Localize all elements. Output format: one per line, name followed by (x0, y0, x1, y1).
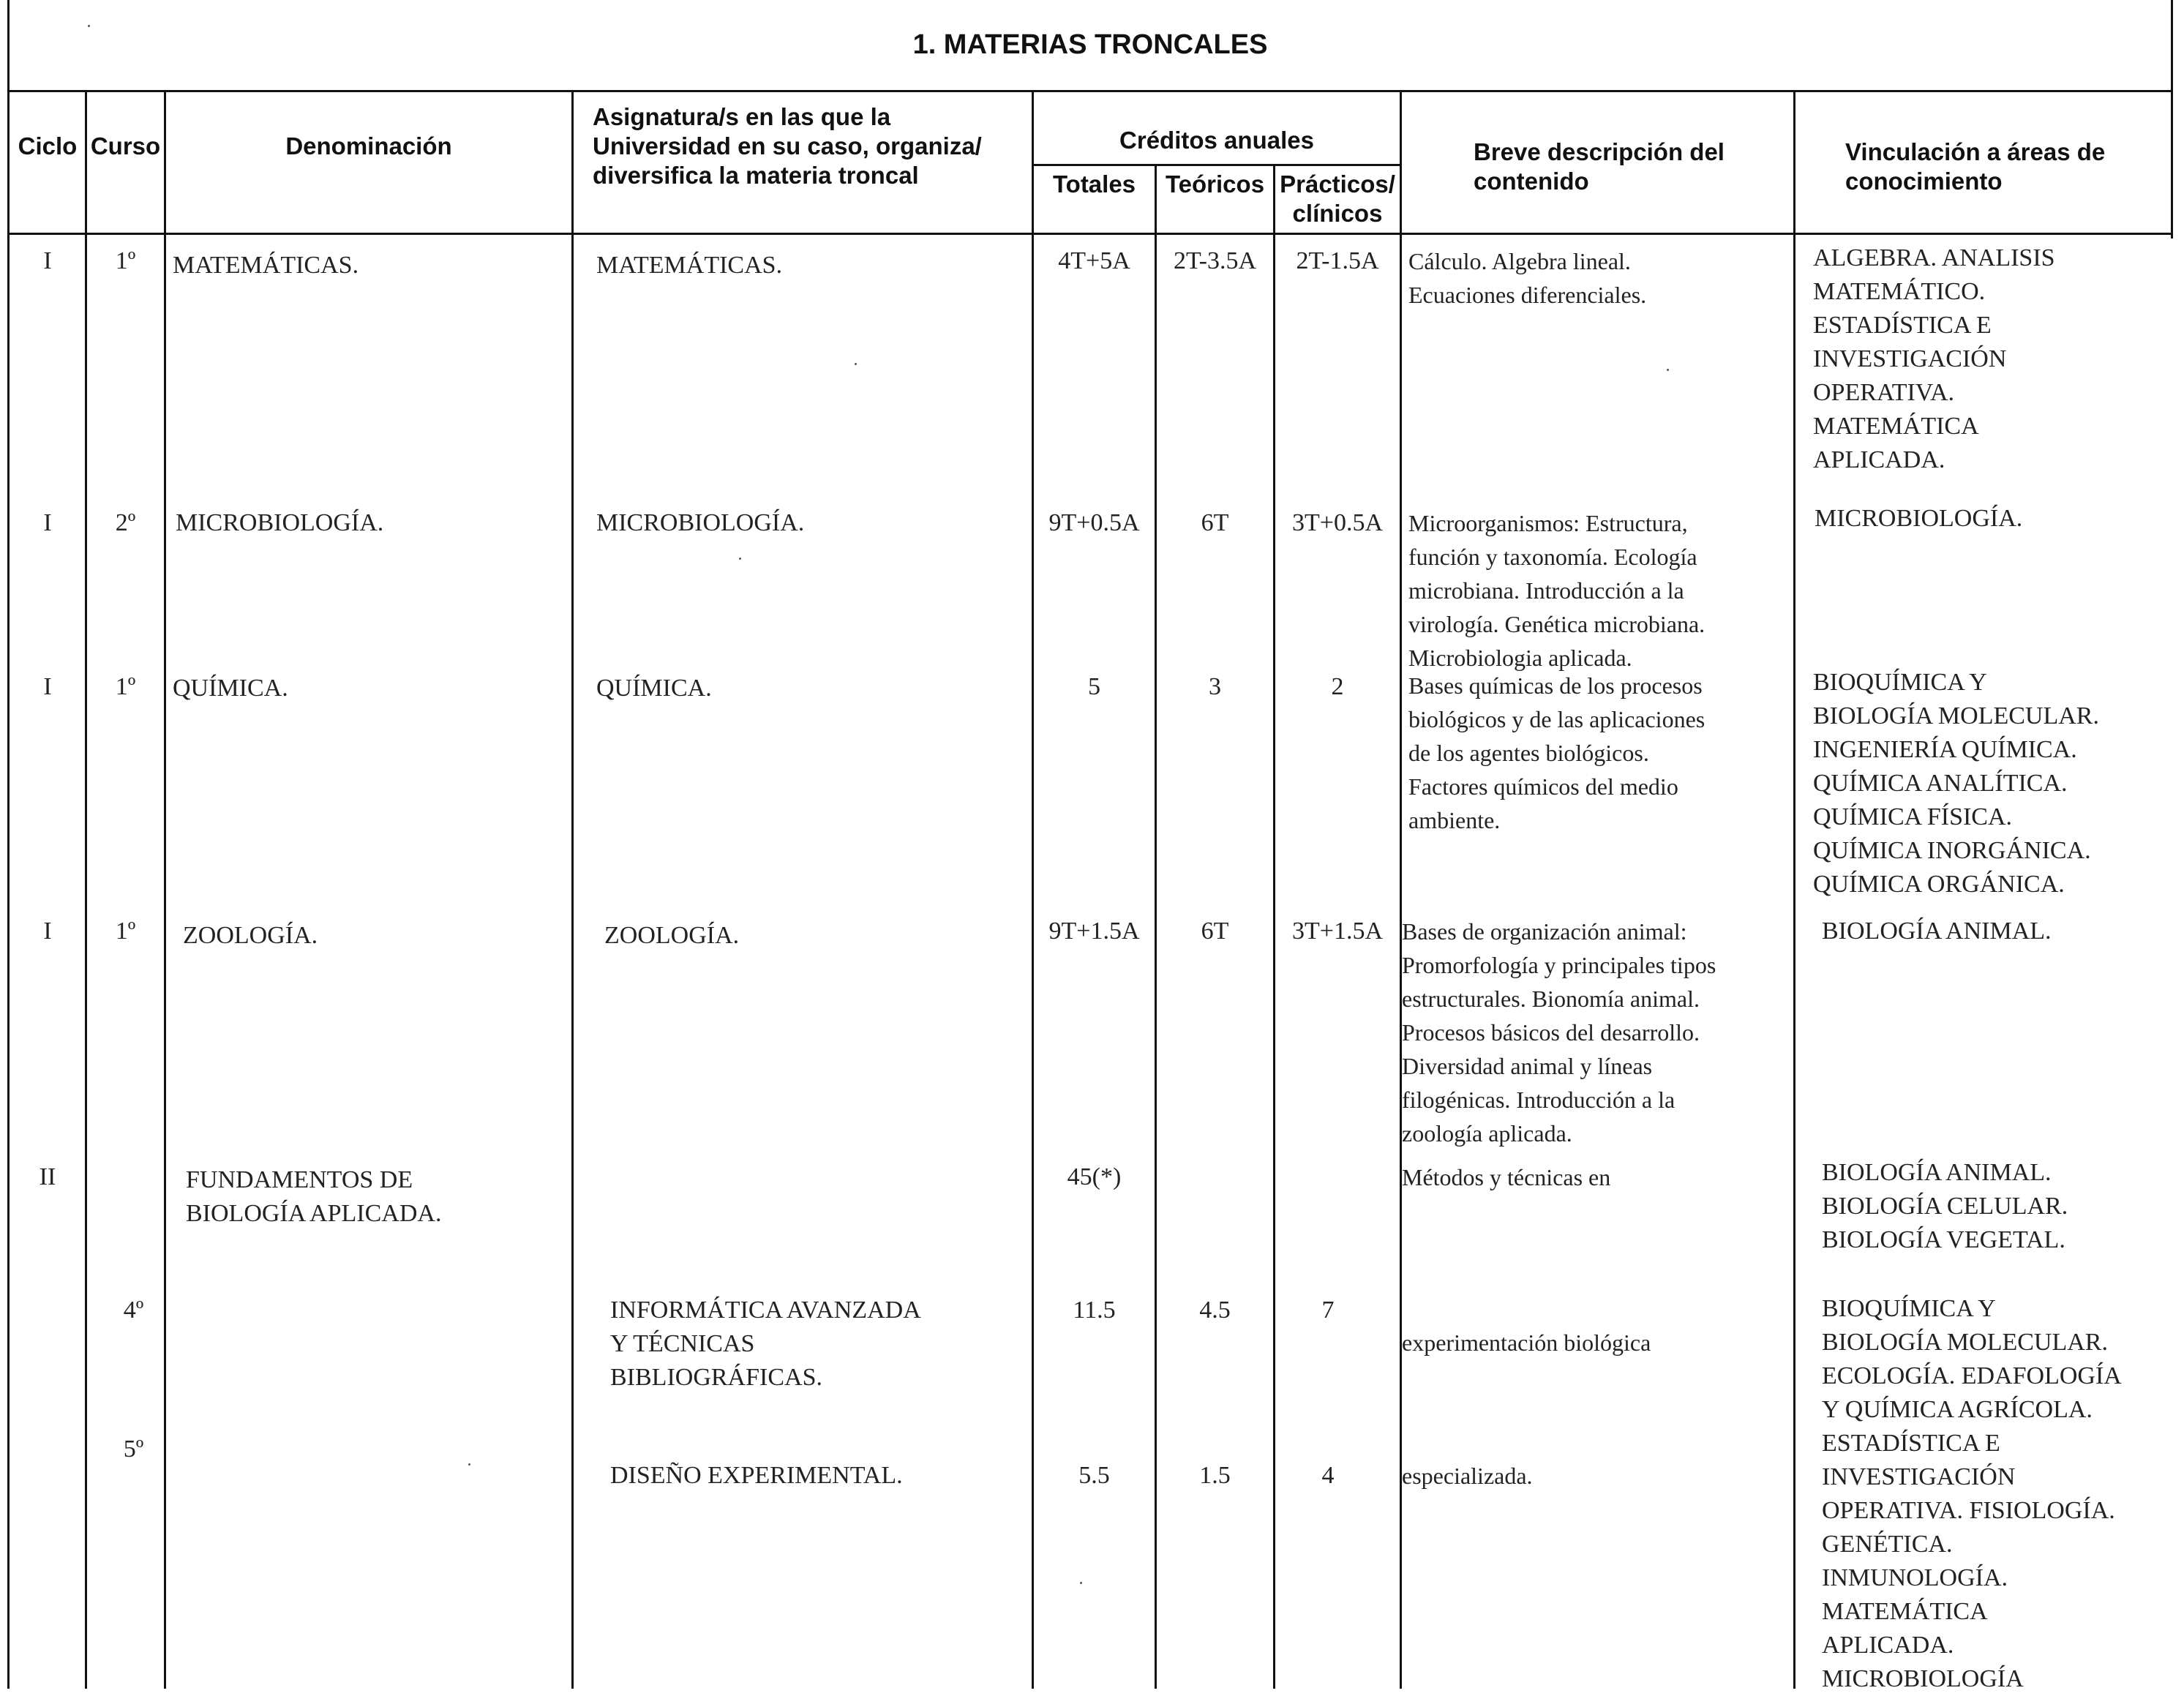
row5-totales: 45(*) (1067, 1163, 1122, 1190)
row4-teoricos: 6T (1201, 918, 1229, 945)
row1-teoricos: 2T-3.5A (1173, 247, 1257, 274)
header-creditos: Créditos anuales (1119, 127, 1314, 154)
header-vinculacion: Vinculación a áreas de conocimiento (1845, 138, 2106, 195)
row4-curso: 1º (115, 918, 136, 945)
row5-denominacion: FUNDAMENTOS DE BIOLOGÍA APLICADA. (186, 1166, 442, 1227)
scan-speck (88, 25, 90, 27)
row7-teoricos: 1.5 (1199, 1462, 1231, 1489)
row4-denominacion: ZOOLOGÍA. (183, 922, 318, 949)
row1-denominacion: MATEMÁTICAS. (173, 252, 359, 279)
section-title-text: 1. MATERIAS TRONCALES (912, 29, 1268, 60)
row4-totales: 9T+1.5A (1048, 918, 1140, 945)
header-asignatura: Asignatura/s en las que la Universidad en su caso, organiza/ diversifica la materia troncal (593, 103, 982, 189)
row3-teoricos: 3 (1209, 673, 1221, 700)
col-divider-descripcion (1793, 92, 1795, 1689)
table-border-left (7, 92, 10, 1689)
row7-curso: 5º (123, 1436, 144, 1463)
row4-vinculacion: BIOLOGÍA ANIMAL. (1822, 918, 2052, 945)
row6-totales: 11.5 (1073, 1297, 1116, 1324)
table-border-right (2171, 92, 2173, 239)
row3-asignatura: QUÍMICA. (596, 675, 712, 702)
row1-totales: 4T+5A (1058, 247, 1130, 274)
row2-denominacion: MICROBIOLOGÍA. (176, 509, 384, 536)
row7-asignatura: DISEÑO EXPERIMENTAL. (610, 1462, 903, 1489)
scan-speck (1667, 369, 1669, 371)
row4-descripcion: Bases de organización animal: Promorfología y principales tipos estructurales. Bionomía animal. Procesos básicos del desarrollo. Diversidad animal y líneas filogénicas. Introducción a la zoología aplicada. (1402, 918, 1716, 1147)
header-bottom-line (7, 233, 2173, 235)
row1-descripcion: Cálculo. Algebra lineal. Ecuaciones diferenciales. (1408, 248, 1647, 308)
row3-practicos: 2 (1331, 673, 1344, 700)
col-divider-denominacion (571, 92, 574, 1689)
row2-practicos: 3T+0.5A (1292, 509, 1383, 536)
col-divider-asignatura (1032, 92, 1034, 1689)
row1-practicos: 2T-1.5A (1296, 247, 1379, 274)
row2-vinculacion: MICROBIOLOGÍA. (1815, 505, 2023, 532)
header-denominacion: Denominación (285, 132, 452, 160)
row3-denominacion: QUÍMICA. (173, 675, 288, 702)
row1-asignatura: MATEMÁTICAS. (596, 252, 783, 279)
section-title (7, 0, 2173, 92)
row3-ciclo: I (43, 673, 52, 700)
row6-vinculacion: BIOQUÍMICA Y BIOLOGÍA MOLECULAR. ECOLOGÍA. EDAFOLOGÍA Y QUÍMICA AGRÍCOLA. ESTADÍSTICA E INVESTIGACIÓN OPERATIVA. FISIOLOGÍA. GENÉTICA. INMUNOLOGÍA. MATEMÁTICA APLICADA. MICROBIOLOGÍA (1822, 1295, 2122, 1692)
row5-descripcion: Métodos y técnicas en (1402, 1164, 1611, 1190)
row7-totales: 5.5 (1078, 1462, 1110, 1489)
row7-practicos: 4 (1321, 1462, 1335, 1489)
col-divider-ciclo (85, 92, 87, 1689)
row2-asignatura: MICROBIOLOGÍA. (596, 509, 805, 536)
row1-vinculacion: ALGEBRA. ANALISIS MATEMÁTICO. ESTADÍSTICA E INVESTIGACIÓN OPERATIVA. MATEMÁTICA APLICADA. (1813, 244, 2055, 473)
scan-speck (739, 558, 741, 560)
row6-descripcion: experimentación biológica (1402, 1329, 1651, 1356)
row3-descripcion: Bases químicas de los procesos biológicos y de las aplicaciones de los agentes biológicos. Factores químicos del medio ambiente. (1408, 672, 1705, 833)
row5-ciclo: II (39, 1163, 56, 1190)
row4-asignatura: ZOOLOGÍA. (604, 922, 740, 949)
creditos-subheader-line (1032, 164, 1402, 166)
header-teoricos: Teóricos (1165, 170, 1265, 198)
header-descripcion: Breve descripción del contenido (1474, 138, 1725, 195)
scan-speck (1080, 1582, 1082, 1584)
row2-teoricos: 6T (1201, 509, 1229, 536)
header-curso: Curso (90, 132, 161, 160)
row6-asignatura: INFORMÁTICA AVANZADA Y TÉCNICAS BIBLIOGRÁFICAS. (610, 1297, 921, 1391)
row1-ciclo: I (43, 247, 52, 274)
row2-descripcion: Microorganismos: Estructura, función y taxonomía. Ecología microbiana. Introducción a la virología. Genética microbiana. Microbiologia aplicada. (1408, 510, 1705, 671)
row6-teoricos: 4.5 (1199, 1297, 1231, 1324)
header-ciclo: Ciclo (18, 132, 78, 160)
scan-speck (468, 1463, 470, 1466)
row4-practicos: 3T+1.5A (1292, 918, 1383, 945)
row2-curso: 2º (115, 509, 136, 536)
row3-totales: 5 (1088, 673, 1100, 700)
row5-vinculacion: BIOLOGÍA ANIMAL. BIOLOGÍA CELULAR. BIOLOGÍA VEGETAL. (1822, 1159, 2068, 1253)
row4-ciclo: I (43, 918, 52, 945)
row1-curso: 1º (115, 247, 136, 274)
col-divider-practicos (1400, 92, 1402, 1689)
row6-curso: 4º (123, 1297, 144, 1324)
header-practicos: Prácticos/ clínicos (1280, 170, 1395, 227)
scan-speck (855, 363, 857, 365)
row2-ciclo: I (43, 509, 52, 536)
row6-practicos: 7 (1321, 1297, 1335, 1324)
row2-totales: 9T+0.5A (1048, 509, 1140, 536)
row7-descripcion: especializada. (1402, 1463, 1533, 1489)
row3-vinculacion: BIOQUÍMICA Y BIOLOGÍA MOLECULAR. INGENIERÍA QUÍMICA. QUÍMICA ANALÍTICA. QUÍMICA FÍSICA. QUÍMICA INORGÁNICA. QUÍMICA ORGÁNICA. (1813, 669, 2099, 898)
row3-curso: 1º (115, 673, 136, 700)
header-totales: Totales (1052, 170, 1136, 198)
